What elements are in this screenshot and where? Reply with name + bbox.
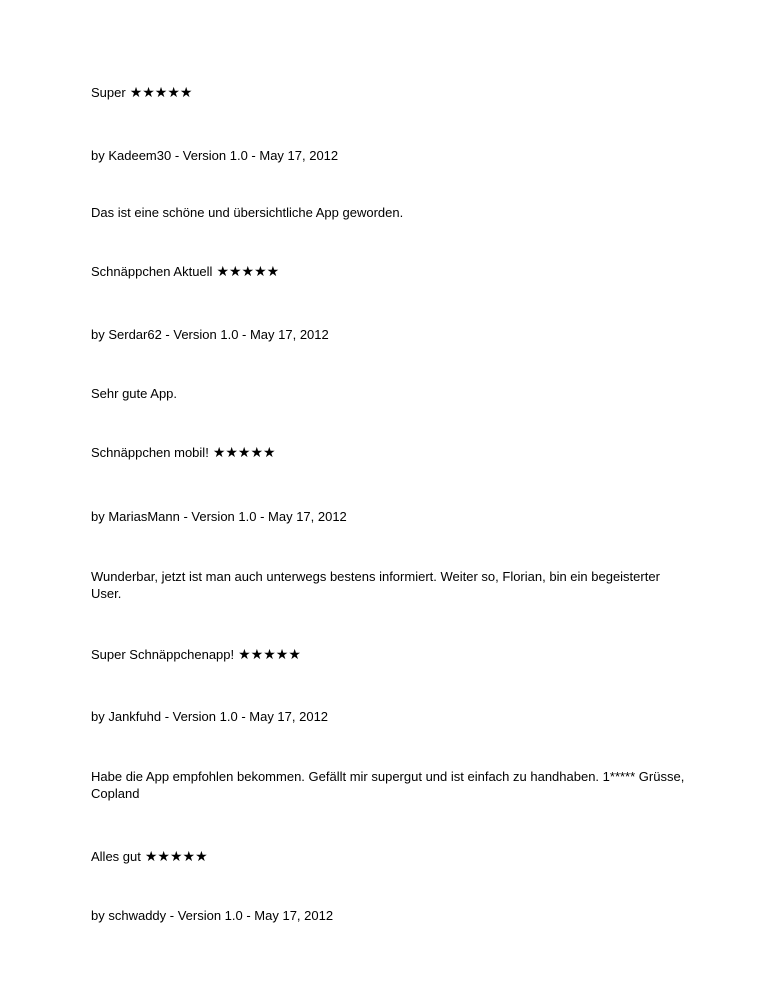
review-title [91,444,276,462]
review-title [91,646,301,664]
star-rating: ★★★★★ [216,264,280,280]
review-byline: by Kadeem30 - Version 1.0 - May 17, 2012 [91,148,339,163]
review-body: Das ist eine schöne und übersichtliche App geworden. [91,205,404,220]
star-rating: ★★★★★ [212,445,276,461]
review-byline: by Serdar62 - Version 1.0 - May 17, 2012 [91,327,329,342]
review-title-text: Super [91,85,126,100]
review-title-text: Schnäppchen mobil! [91,445,209,460]
review-body: Habe die App empfohlen bekommen. Gefällt mir supergut und ist einfach zu handhaben. 1***** Grüsse, Copland [91,769,685,801]
review-byline: by schwaddy - Version 1.0 - May 17, 2012 [91,908,334,923]
review-title-text: Super Schnäppchenapp! [91,647,235,662]
review-title-text: Alles gut [91,849,141,864]
review-byline: by MariasMann - Version 1.0 - May 17, 2012 [91,509,347,524]
review-byline: by Jankfuhd - Version 1.0 - May 17, 2012 [91,709,329,724]
review-title [91,848,208,866]
star-rating: ★★★★★ [238,647,301,663]
review-title-text: Schnäppchen Aktuell [91,264,213,279]
review-body: Wunderbar, jetzt ist man auch unterwegs bestens informiert. Weiter so, Florian, bin ein begeisterter User. [91,569,660,601]
star-rating: ★★★★★ [129,85,193,101]
review-title [91,84,192,102]
star-rating: ★★★★★ [144,849,208,865]
review-title [91,263,279,281]
review-body: Sehr gute App. [91,386,178,401]
